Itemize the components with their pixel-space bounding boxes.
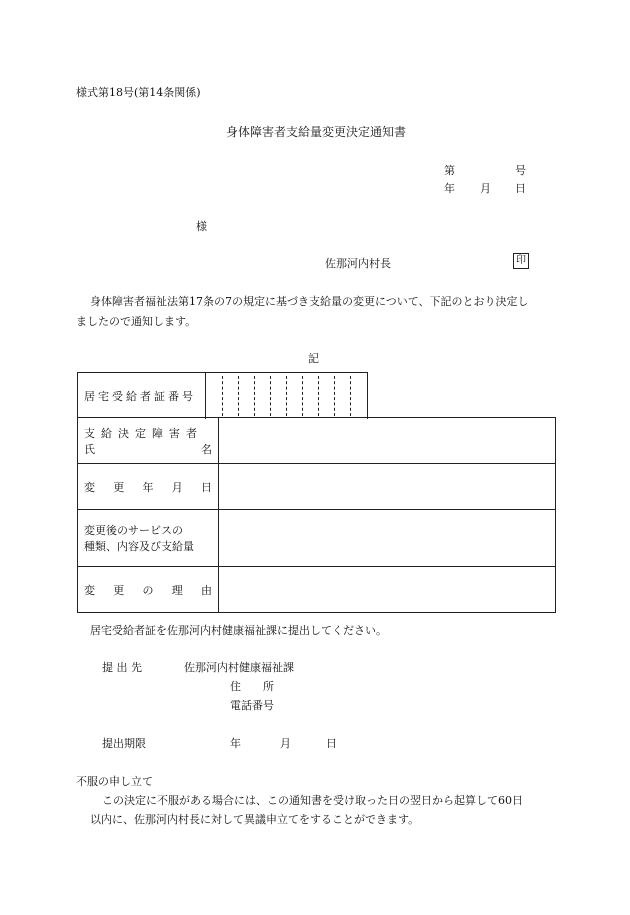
digit-divider — [238, 376, 239, 416]
body-text-line2: ましたので通知します。 — [76, 315, 197, 328]
row-change-date-label: 変 更 年 月 日 — [78, 464, 219, 510]
appeal-heading: 不服の申し立て — [76, 775, 153, 788]
submit-note: 居宅受給者証を佐那河内村健康福祉課に提出してください。 — [90, 624, 387, 637]
certificate-number-label: 居宅受給者証番号 — [78, 373, 206, 419]
seal-mark: 印 — [513, 253, 529, 269]
digit-divider — [318, 376, 319, 416]
recipient-name-cell — [219, 418, 556, 464]
digit-divider — [286, 376, 287, 416]
number-prefix: 第 — [444, 164, 455, 177]
date-year: 年 — [444, 182, 455, 195]
deadline-label: 提出期限 — [102, 737, 146, 750]
reason-cell — [219, 567, 556, 613]
row-reason-label: 変 更 の 理 由 — [78, 567, 219, 613]
change-date-cell — [219, 464, 556, 510]
digit-divider — [334, 376, 335, 416]
service-cell — [219, 510, 556, 567]
digit-divider — [302, 376, 303, 416]
digit-divider — [254, 376, 255, 416]
ki-label: 記 — [308, 352, 319, 365]
body-text-line1: 身体障害者福祉法第17条の7の規定に基づき支給量の変更について、下記のとおり決定し — [90, 295, 529, 308]
submit-destination-label: 提 出 先 — [102, 661, 142, 674]
phone-label: 電話番号 — [230, 699, 274, 712]
deadline-day: 日 — [326, 737, 337, 750]
deadline-month: 月 — [280, 737, 291, 750]
document-title: 身体障害者支給量変更決定通知書 — [226, 125, 407, 139]
recipient-suffix: 様 — [196, 220, 207, 233]
row-service-label: 変更後のサービスの 種類、内容及び支給量 — [78, 510, 219, 567]
decision-table — [77, 417, 556, 613]
number-suffix: 号 — [515, 164, 526, 177]
form-number: 様式第18号(第14条関係) — [76, 86, 201, 99]
digit-divider — [270, 376, 271, 416]
row-recipient-name-label: 支給決定障害者 氏 名 — [78, 418, 219, 464]
digit-divider — [222, 376, 223, 416]
appeal-line1: この決定に不服がある場合には、この通知書を受け取った日の翌日から起算して60日 — [102, 794, 523, 807]
date-day: 日 — [515, 182, 526, 195]
digit-divider — [350, 376, 351, 416]
issuer-name: 佐那河内村長 — [325, 257, 391, 270]
date-month: 月 — [480, 182, 491, 195]
deadline-year: 年 — [230, 737, 241, 750]
certificate-number-row — [77, 372, 368, 419]
address-label: 住 所 — [230, 680, 274, 693]
appeal-line2: 以内に、佐那河内村長に対して異議申立てをすることができます。 — [90, 813, 420, 826]
submit-destination: 佐那河内村健康福祉課 — [184, 661, 294, 674]
